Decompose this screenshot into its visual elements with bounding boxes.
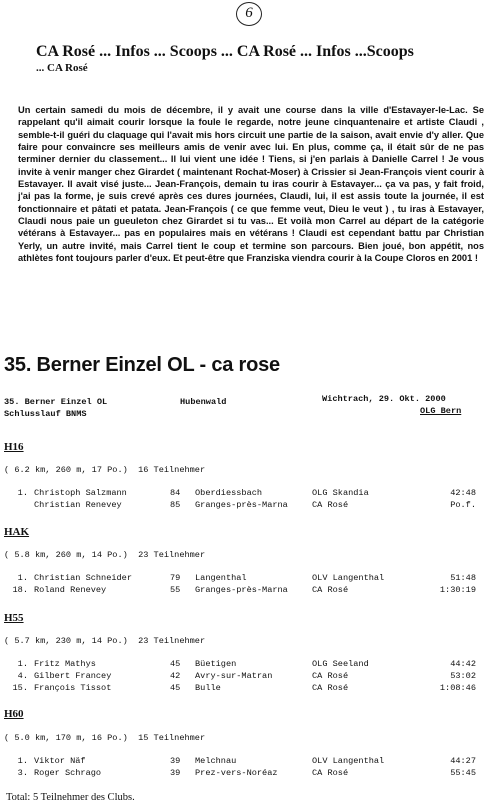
result-name: Gilbert Francey [34, 671, 112, 681]
category-info: ( 6.2 km, 260 m, 17 Po.) 16 Teilnehmer [4, 465, 206, 475]
category-title: H60 [4, 708, 24, 720]
result-rank: 18. [12, 585, 28, 595]
result-rank: 1. [17, 573, 28, 583]
event-series: Schlusslauf BNMS [4, 409, 87, 419]
result-name: François Tissot [34, 683, 112, 693]
total-line: Total: 5 Teilnehmer des Clubs. [6, 792, 135, 803]
result-town: Avry-sur-Matran [195, 671, 273, 681]
result-year: 42 [170, 671, 181, 681]
result-club: CA Rosé [312, 768, 349, 778]
event-place: Hubenwald [180, 397, 227, 407]
result-club: CA Rosé [312, 671, 349, 681]
category-info: ( 5.8 km, 260 m, 14 Po.) 23 Teilnehmer [4, 550, 206, 560]
banner-line-1: CA Rosé ... Infos ... Scoops ... CA Rosé ... Infos ...Scoops [36, 43, 414, 60]
result-club: CA Rosé [312, 500, 349, 510]
result-rank: 1. [17, 488, 28, 498]
result-year: 39 [170, 756, 181, 766]
result-club: OLV Langenthal [312, 756, 385, 766]
event-organizer: OLG Bern [420, 406, 462, 416]
result-name: Christoph Salzmann [34, 488, 127, 498]
result-town: Oberdiessbach [195, 488, 263, 498]
result-town: Büetigen [195, 659, 237, 669]
result-name: Christian Renevey [34, 500, 122, 510]
result-year: 45 [170, 683, 181, 693]
result-club: OLG Seeland [312, 659, 369, 669]
result-name: Viktor Näf [34, 756, 86, 766]
result-town: Melchnau [195, 756, 237, 766]
result-name: Fritz Mathys [34, 659, 96, 669]
result-time: 42:48 [450, 488, 476, 498]
result-name: Roger Schrago [34, 768, 102, 778]
category-title: HAK [4, 526, 30, 538]
result-club: CA Rosé [312, 683, 349, 693]
result-rank: 4. [17, 671, 28, 681]
result-name: Christian Schneider [34, 573, 132, 583]
result-rank: 1. [17, 659, 28, 669]
result-town: Bulle [195, 683, 221, 693]
result-club: CA Rosé [312, 585, 349, 595]
result-town: Granges-près-Marna [195, 585, 288, 595]
result-club: OLV Langenthal [312, 573, 385, 583]
result-time: 1:30:19 [439, 585, 476, 595]
result-time: Po.f. [450, 500, 476, 510]
result-year: 79 [170, 573, 181, 583]
result-time: 55:45 [450, 768, 476, 778]
result-club: OLG Skandia [312, 488, 369, 498]
result-name: Roland Renevey [34, 585, 107, 595]
event-date: Wichtrach, 29. Okt. 2000 [322, 394, 446, 404]
result-year: 85 [170, 500, 181, 510]
category-title: H55 [4, 612, 24, 624]
result-town: Granges-près-Marna [195, 500, 288, 510]
result-rank: 1. [17, 756, 28, 766]
result-rank: 15. [12, 683, 28, 693]
result-year: 55 [170, 585, 181, 595]
story-article [18, 104, 484, 264]
result-time: 51:48 [450, 573, 476, 583]
result-town: Langenthal [195, 573, 247, 583]
result-year: 84 [170, 488, 181, 498]
result-time: 1:08:46 [439, 683, 476, 693]
result-time: 44:27 [450, 756, 476, 766]
story-text: Un certain samedi du mois de décembre, il y avait une course dans la ville d'Estavayer-le-Lac. Se rappelant qu'il aimait courir lorsque la foule le regarde, notre jeune cinquantenaire et artiste Claudi , semble-t-il guéri du claquage qui l'avait mis hors circuit une partie de la saison, avait envie d'y aller. Que faire pour convaincre ses meilleurs amis de venir avec lui. En plus, comme ça, il était sûr de ne pas terminer dernier du classement... Il lui vient une idée ! Tiens, si j'en parlais à Danielle Carrel ! Je vous invite à venir manger chez Girardet ( maintenant Rochat-Moser) à Crissier si Jean-François vient courir à Estavayer. Il avait visé juste... Jean-François, demain tu iras courir à Estavayer... ça va pas, y fait froid, j'ai pas la forme, je suis crevé après ces dures journées, Claudi, lui, il est assis toute la journée, il est fonctionnaire et pâtati et patata. Jean-François ( ce que femme veut, Dieu le veut ) , tu iras à Estavayer, Claudi nous paie un gueuleton chez Girardet si tu vas... Et voilà mon Carrel au départ de la catégorie vétérans à Estavayer... pas en populaires mais en vétérans ! Claudi est cependant battu par Christian Yerly, un autre invité, mais Carrel tient le coup et termine son parcours. Bien joué, bon appétit, nos athlètes font toujours parler d'eux. Et peut-être que Franziska viendra courir à la Coupe Cloros en 2001 ! [18, 105, 484, 264]
result-town: Prez-vers-Noréaz [195, 768, 278, 778]
results-heading: 35. Berner Einzel OL - ca rose [4, 354, 280, 376]
category-info: ( 5.7 km, 230 m, 14 Po.) 23 Teilnehmer [4, 636, 206, 646]
result-year: 39 [170, 768, 181, 778]
result-time: 44:42 [450, 659, 476, 669]
banner-line-2: ... CA Rosé [36, 62, 88, 74]
result-rank: 3. [17, 768, 28, 778]
result-year: 45 [170, 659, 181, 669]
page-number: 6 [236, 2, 262, 26]
category-info: ( 5.0 km, 170 m, 16 Po.) 15 Teilnehmer [4, 733, 206, 743]
category-title: H16 [4, 441, 24, 453]
event-name: 35. Berner Einzel OL [4, 397, 108, 407]
result-time: 53:02 [450, 671, 476, 681]
